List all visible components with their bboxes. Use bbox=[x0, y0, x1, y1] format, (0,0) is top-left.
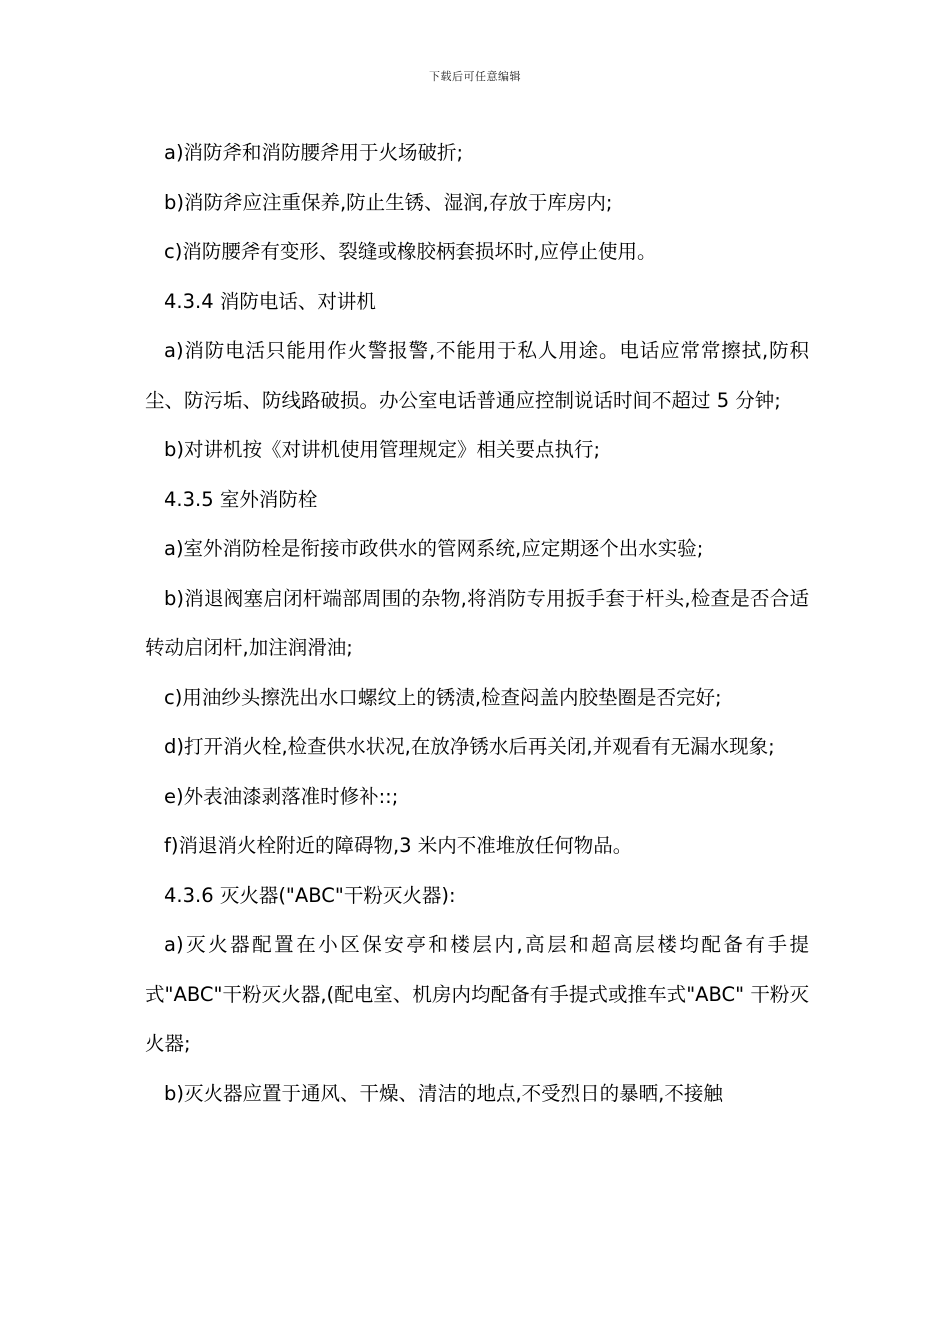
page-header: 下载后可任意编辑 bbox=[429, 70, 521, 83]
document-body bbox=[145, 128, 809, 1118]
paragraph-extinguisher-storage: b)灭火器应置于通风、干燥、清洁的地点,不受烈日的暴晒,不接触 bbox=[164, 1081, 723, 1105]
paragraph-waist-axe-damage: c)消防腰斧有变形、裂缝或橡胶柄套损坏时,应停止使用。 bbox=[164, 240, 657, 263]
paragraph-extinguisher-placement: a)灭火器配置在小区保安亭和楼层内,高层和超高层楼均配备有手提式"ABC"干粉灭火器,(配电室、机房内均配备有手提式或推车式"ABC" 干粉灭火器; bbox=[145, 933, 809, 1055]
paragraph-hydrant-open: d)打开消火栓,检查供水状况,在放净锈水后再关闭,并观看有无漏水现象; bbox=[164, 735, 775, 758]
paragraph-paint-repair: e)外表油漆剥落准时修补::; bbox=[164, 784, 399, 808]
section-heading-phone-radio: 4.3.4 消防电话、对讲机 bbox=[164, 289, 376, 313]
paragraph-axe-maintenance: b)消防斧应注重保养,防止生锈、湿润,存放于库房内; bbox=[164, 190, 613, 214]
paragraph-clear-obstacles: f)消退消火栓附近的障碍物,3 米内不准堆放任何物品。 bbox=[164, 834, 633, 857]
section-heading-outdoor-hydrant: 4.3.5 室外消防栓 bbox=[164, 487, 318, 511]
paragraph-radio-rules: b)对讲机按《对讲机使用管理规定》相关要点执行; bbox=[164, 438, 601, 461]
section-heading-extinguisher: 4.3.6 灭火器("ABC"干粉灭火器): bbox=[164, 883, 456, 907]
paragraph-fire-phone: a)消防电活只能用作火警报警,不能用于私人用途。电话应常常擦拭,防积尘、防污垢、防线路破损。办公室电话普通应控制说话时间不超过 5 分钟; bbox=[145, 339, 809, 412]
paragraph-hydrant-rust: c)用油纱头擦洗出水口螺纹上的锈渍,检查闷盖内胶垫圈是否完好; bbox=[164, 685, 722, 709]
paragraph-hydrant-test: a)室外消防栓是衔接市政供水的管网系统,应定期逐个出水实验; bbox=[164, 537, 704, 560]
paragraph-hydrant-valve: b)消退阀塞启闭杆端部周围的杂物,将消防专用扳手套于杆头,检查是否合适转动启闭杆,加注润滑油; bbox=[145, 586, 809, 659]
paragraph-axe-usage: a)消防斧和消防腰斧用于火场破折; bbox=[164, 141, 464, 164]
